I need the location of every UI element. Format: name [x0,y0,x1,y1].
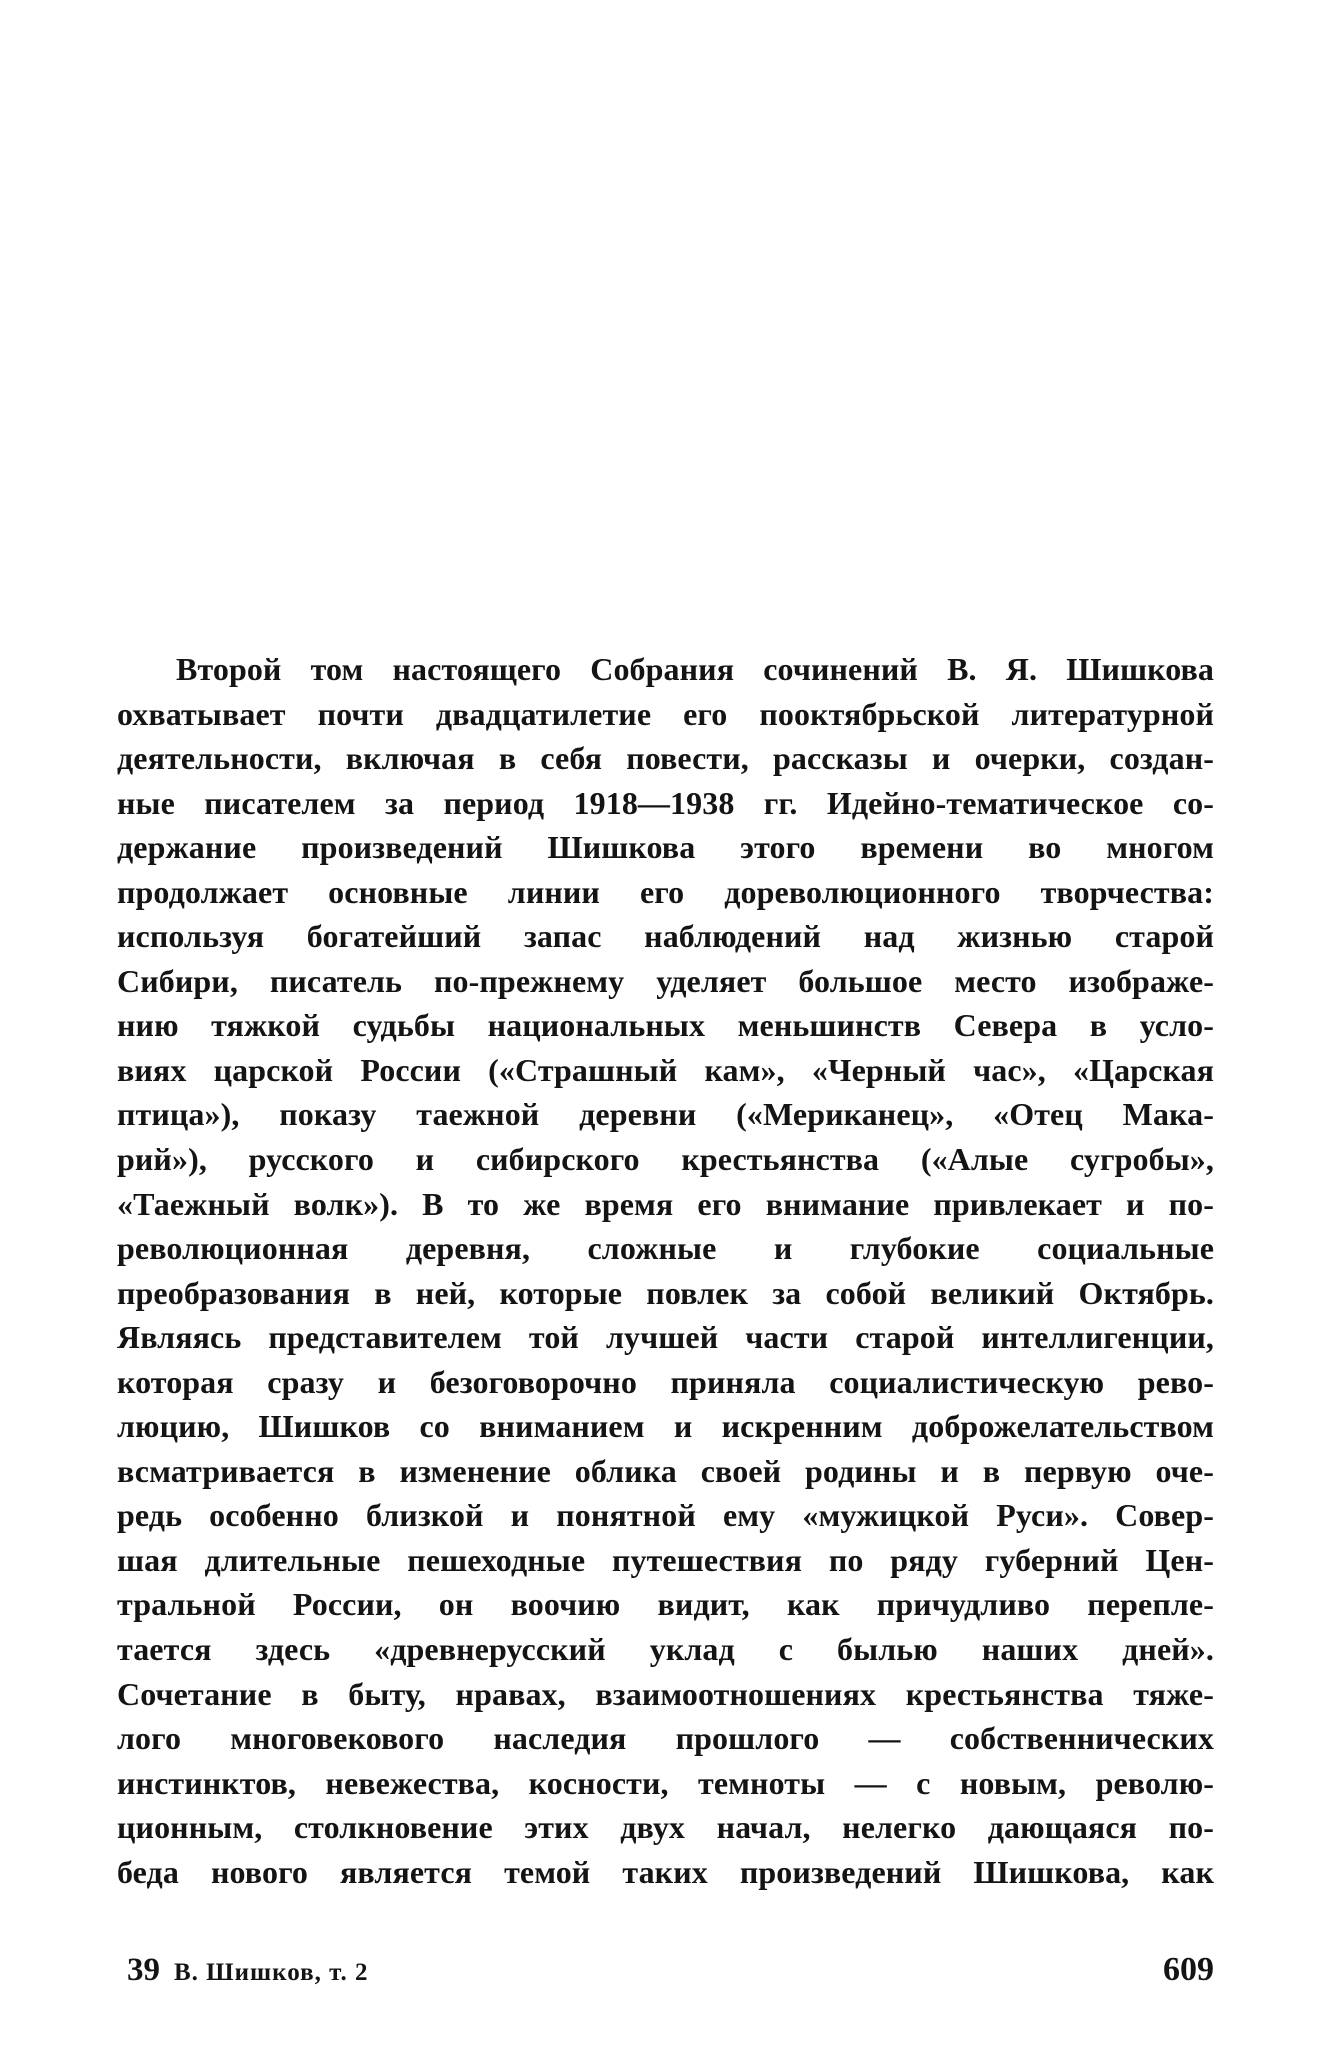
text-line: которая сразу и безоговорочно приняла социалистическую рево- [117,1363,1214,1400]
page-number: 609 [1163,1951,1214,1988]
text-line: ционным, столкновение этих двух начал, нелегко дающаяся по- [117,1809,1214,1846]
body-text [117,647,1214,1894]
text-line: деятельности, включая в себя повести, рассказы и очерки, создан- [117,740,1214,777]
printer-signature [127,1945,369,1998]
text-line: шая длительные пешеходные путешествия по ряду губерний Цен- [117,1541,1214,1578]
text-line: «Таежный волк»). В то же время его внимание привлекает и по- [117,1185,1214,1222]
text-line: Сибири, писатель по-прежнему уделяет большое место изображе- [117,962,1214,999]
text-line: тральной России, он воочию видит, как причудливо перепле- [117,1586,1214,1623]
text-line: нию тяжкой судьбы национальных меньшинств Севера в усло- [117,1007,1214,1044]
text-line: рий»), русского и сибирского крестьянства («Алые сугробы», [117,1141,1214,1178]
text-line: виях царской России («Страшный кам», «Черный час», «Царская [117,1051,1214,1088]
signature-number: 39 [127,1952,160,1988]
text-line: всматривается в изменение облика своей родины и в первую оче- [117,1452,1214,1489]
text-line: держание произведений Шишкова этого времени во многом [117,829,1214,866]
text-line: птица»), показу таежной деревни («Мериканец», «Отец Мака- [117,1096,1214,1133]
text-line: Являясь представителем той лучшей части старой интеллигенции, [117,1319,1214,1356]
signature-text: В. Шишков, т. 2 [174,1959,369,1986]
text-line: используя богатейший запас наблюдений над жизнью старой [117,918,1214,955]
text-line: ные писателем за период 1918—1938 гг. Идейно-тематическое со- [117,784,1214,821]
text-line: Сочетание в быту, нравах, взаимоотношениях крестьянства тяже- [117,1675,1214,1712]
text-line: тается здесь «древнерусский уклад с былью наших дней». [117,1631,1214,1668]
text-line: инстинктов, невежества, косности, темноты — с новым, револю- [117,1764,1214,1801]
text-line: Второй том настоящего Собрания сочинений В. Я. Шишкова [176,651,1214,687]
text-line: беда нового является темой таких произведений Шишкова, как [117,1853,1214,1890]
text-line: люцию, Шишков со вниманием и искренним доброжелательством [117,1408,1214,1445]
text-line: продолжает основные линии его дореволюционного творчества: [117,873,1214,910]
text-line: преобразования в ней, которые повлек за собой великий Октябрь. [117,1274,1214,1311]
text-line: редь особенно близкой и понятной ему «мужицкой Руси». Совер- [117,1497,1214,1534]
text-line: охватывает почти двадцатилетие его пооктябрьской литературной [117,695,1214,732]
text-line: лого многовекового наследия прошлого — собственнических [117,1720,1214,1757]
page-footer [127,1945,1214,1995]
text-line: революционная деревня, сложные и глубокие социальные [117,1230,1214,1267]
